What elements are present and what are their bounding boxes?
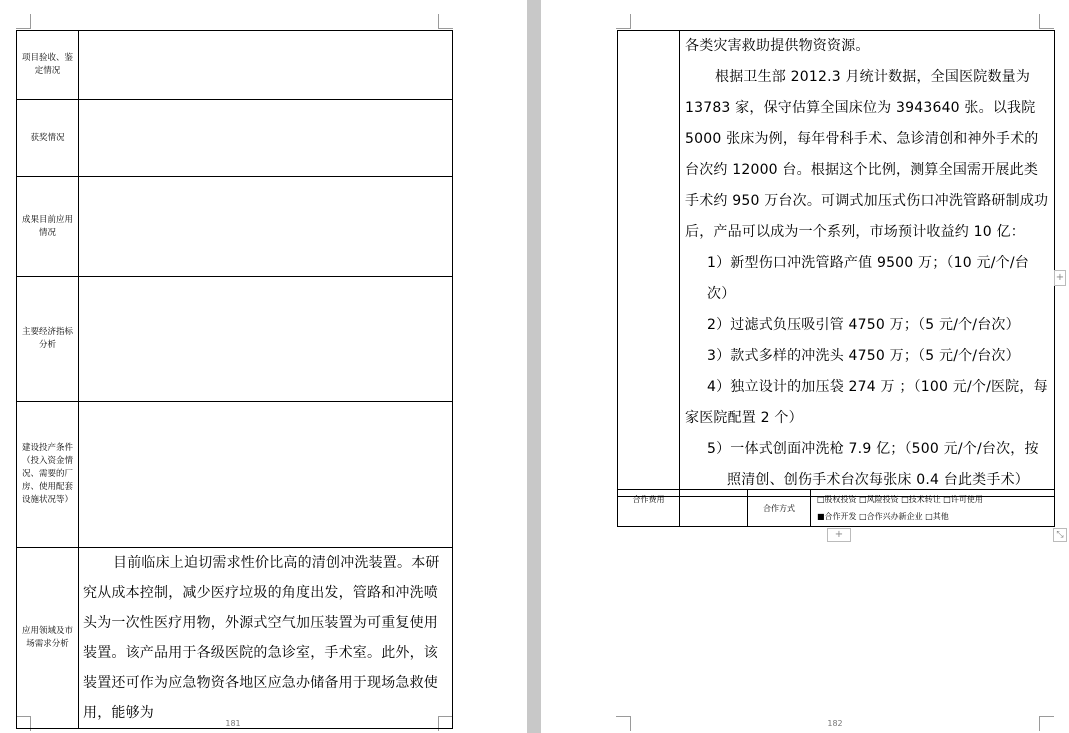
cell-awards[interactable] (79, 100, 453, 177)
label-production-conditions: 建设投产条件（投入资金情况、需要的厂房、使用配套设施状况等） (17, 402, 79, 548)
crop-mark (616, 716, 631, 731)
label-awards: 获奖情况 (17, 100, 79, 177)
revenue-item-5: 5）一体式创面冲洗枪 7.9 亿；（500 元/个/台次，按照清创、创伤手术台次每张床 0.4 台此类手术） (707, 441, 1039, 488)
market-continuation-table (617, 30, 1055, 497)
add-row-button[interactable]: + (827, 528, 851, 542)
label-economic-indicators: 主要经济指标分析 (17, 277, 79, 402)
continuation-line: 各类灾害救助提供物资资源。 (685, 38, 870, 54)
add-column-button[interactable]: + (1054, 270, 1066, 286)
label-coop-fee: 合作费用 (618, 490, 680, 527)
crop-mark (1039, 14, 1054, 29)
cell-coop-fee[interactable] (680, 490, 748, 527)
crop-mark (16, 14, 31, 29)
cell-market-analysis[interactable] (79, 548, 453, 729)
cell-acceptance[interactable] (79, 31, 453, 100)
coop-options-line-1[interactable]: □股权投资 □风险投资 □技术转让 □许可使用 (817, 495, 983, 504)
page-gap (527, 0, 541, 733)
crop-mark (616, 14, 631, 29)
revenue-item-2: 2）过滤式负压吸引管 4750 万；（5 元/个/台次） (707, 317, 1020, 333)
cell-production-conditions[interactable] (79, 402, 453, 548)
cell-current-application[interactable] (79, 177, 453, 277)
coop-options-line-2[interactable]: ■合作开发 □合作兴办新企业 □其他 (817, 512, 949, 521)
revenue-item-4: 4）独立设计的加压袋 274 万 ；（100 元/个/医院，每家医院配置 2 个） (685, 379, 1048, 426)
revenue-item-1: 1）新型伤口冲洗管路产值 9500 万；（10 元/个/台次） (707, 255, 1029, 302)
cell-economic-indicators[interactable] (79, 277, 453, 402)
statistics-paragraph: 根据卫生部 2012.3 月统计数据，全国医院数量为 13783 家，保守估算全国床位为 3943640 张。以我院 5000 张床为例，每年骨科手术、急诊清创和神外手术的台次约 12000 台。根据这个比例，测算全国需开展此类手术约 950 万台次。可调式加压式伤口冲洗管路研制成功后，产品可以成为一个系列，市场预计收益约 10 亿： (685, 69, 1049, 240)
page-number: 182 (827, 719, 843, 728)
achievement-form-table (16, 30, 453, 729)
crop-mark (1039, 716, 1054, 731)
page-181 (0, 0, 527, 733)
label-acceptance: 项目验收、鉴定情况 (17, 31, 79, 100)
revenue-item-3: 3）款式多样的冲洗头 4750 万；（5 元/个/台次） (707, 348, 1020, 364)
cell-coop-options[interactable] (811, 490, 1055, 527)
resize-icon[interactable]: ⤡ (1053, 528, 1067, 542)
market-analysis-paragraph: 目前临床上迫切需求性价比高的清创冲洗装置。本研究从成本控制，减少医疗垃圾的角度出发，管路和冲洗喷头为一次性医疗用物，外源式空气加压装置为可重复使用装置。该产品用于各级医院的急诊室，手术室。此外，该装置还可作为应急物资各地区应急办储备用于现场急救使用，能够为 (83, 555, 440, 721)
page-number: 181 (225, 719, 241, 728)
label-coop-mode: 合作方式 (748, 490, 811, 527)
cell-market-continuation[interactable] (680, 31, 1055, 497)
label-market-analysis: 应用领域及市场需求分析 (17, 548, 79, 729)
page-182 (541, 0, 1069, 733)
crop-mark (438, 14, 453, 29)
label-continuation (618, 31, 680, 497)
cooperation-table (617, 489, 1055, 527)
label-current-application: 成果目前应用情况 (17, 177, 79, 277)
